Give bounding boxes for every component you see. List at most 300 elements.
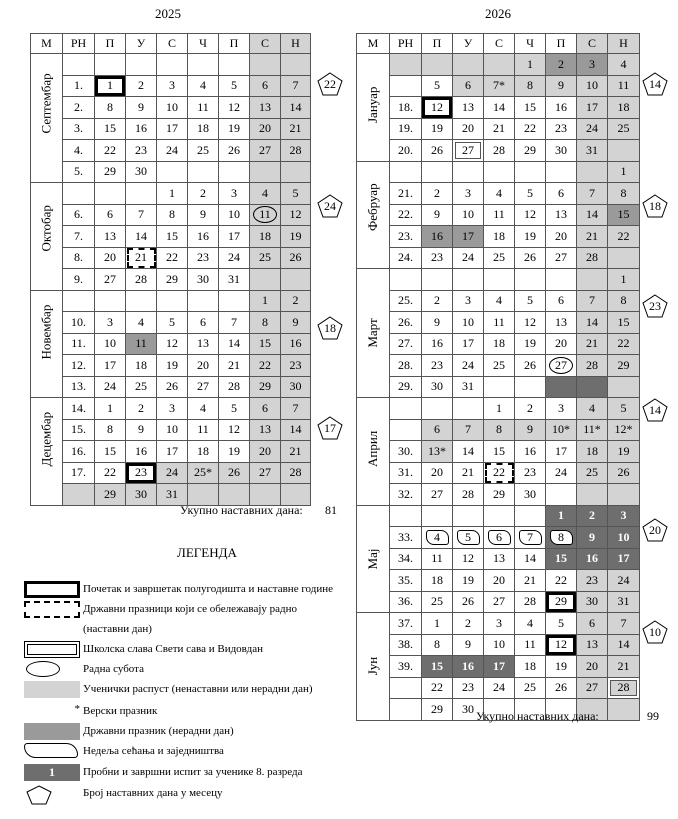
day-cell: 4 — [484, 290, 515, 312]
day-cell: 24 — [577, 118, 608, 140]
day-cell: 30 — [281, 376, 311, 398]
day-cell: 12* — [608, 419, 640, 441]
day-cell: 15 — [608, 312, 640, 334]
day-cell: 8 — [422, 634, 453, 656]
day-cell: 11* — [577, 419, 608, 441]
day-cell: 1 — [515, 54, 546, 76]
day-cell: 30 — [515, 484, 546, 506]
day-cell: 20 — [188, 355, 219, 377]
day-cell — [422, 269, 453, 291]
week-number: 21. — [390, 183, 422, 205]
day-cell: 2 — [126, 398, 157, 420]
day-cell: 9 — [422, 312, 453, 334]
day-cell — [515, 161, 546, 183]
legend-swatch — [24, 661, 80, 678]
day-cell: 6 — [422, 419, 453, 441]
day-cell: 12 — [219, 97, 250, 119]
day-cell — [157, 290, 188, 312]
day-cell: 11 — [126, 333, 157, 355]
day-cell: 7* — [484, 75, 515, 97]
day-cell: 14 — [577, 312, 608, 334]
day-cell: 2 — [515, 398, 546, 420]
day-cell: 5 — [219, 398, 250, 420]
legend-text: Државни празник (нерадни дан) — [83, 725, 234, 737]
day-cell: 4 — [188, 75, 219, 97]
legend-item — [24, 580, 333, 598]
header-0: М — [31, 34, 63, 54]
day-cell: 3 — [453, 290, 484, 312]
legend-swatch — [24, 723, 80, 740]
week-number: 10. — [63, 312, 95, 334]
day-cell — [281, 161, 311, 183]
day-cell: 13 — [546, 204, 577, 226]
week-number: 17. — [63, 462, 95, 484]
day-cell — [422, 527, 453, 549]
day-cell: 13 — [453, 97, 484, 119]
day-cell — [484, 505, 515, 527]
day-cell: 7 — [453, 419, 484, 441]
day-cell: 17 — [453, 333, 484, 355]
legend-text: Верски празник — [83, 705, 158, 717]
total-label-right: Укупно наставних дана: — [476, 709, 599, 723]
day-cell — [281, 269, 311, 291]
year-right: 2026 — [485, 6, 511, 21]
day-cell: 9 — [281, 312, 311, 334]
week-number — [390, 699, 422, 721]
header-1: РН — [63, 34, 95, 54]
day-cell: 10 — [484, 634, 515, 656]
week-number: 6. — [63, 204, 95, 226]
day-cell: 24 — [157, 140, 188, 162]
header-1: РН — [390, 34, 422, 54]
day-cell: 30 — [453, 699, 484, 721]
month-label: Јануар — [357, 54, 390, 162]
day-cell — [157, 161, 188, 183]
day-cell: 25 — [484, 247, 515, 269]
day-cell: 20 — [250, 118, 281, 140]
day-cell: 27 — [453, 140, 484, 162]
week-number: 8. — [63, 247, 95, 269]
day-cell: 25 — [250, 247, 281, 269]
calendar-2025 — [30, 33, 311, 506]
week-number — [63, 183, 95, 205]
week-number: 16. — [63, 441, 95, 463]
total-value-right: 99 — [647, 709, 659, 723]
legend-item — [24, 742, 224, 760]
day-cell: 24 — [453, 247, 484, 269]
day-cell — [577, 269, 608, 291]
day-cell: 27 — [546, 355, 577, 377]
week-number — [390, 505, 422, 527]
day-cell: 4 — [577, 398, 608, 420]
header-8: Н — [608, 34, 640, 54]
day-cell — [281, 484, 311, 506]
day-cell: 30 — [422, 376, 453, 398]
day-cell: 5 — [515, 290, 546, 312]
day-cell — [250, 484, 281, 506]
legend-item — [24, 680, 313, 698]
day-cell: 10 — [219, 204, 250, 226]
day-cell: 26 — [219, 462, 250, 484]
day-cell: 15 — [95, 118, 126, 140]
day-cell: 9 — [126, 97, 157, 119]
day-cell — [515, 376, 546, 398]
week-number: 25. — [390, 290, 422, 312]
total-value-left: 81 — [325, 503, 337, 517]
day-cell: 29 — [422, 699, 453, 721]
day-cell: 7 — [126, 204, 157, 226]
day-cell — [484, 376, 515, 398]
day-cell: 25* — [188, 462, 219, 484]
day-cell: 20 — [95, 247, 126, 269]
day-cell: 23 — [126, 140, 157, 162]
day-cell: 6 — [453, 75, 484, 97]
day-cell: 27 — [95, 269, 126, 291]
day-cell: 10 — [95, 333, 126, 355]
day-cell — [188, 484, 219, 506]
day-cell: 10 — [453, 312, 484, 334]
day-cell: 19 — [515, 333, 546, 355]
day-cell — [219, 290, 250, 312]
week-number: 18. — [390, 97, 422, 119]
legend-item — [24, 702, 157, 720]
day-cell: 25 — [422, 591, 453, 613]
week-number — [63, 54, 95, 76]
day-cell: 12 — [281, 204, 311, 226]
day-cell: 14 — [484, 97, 515, 119]
day-cell: 12 — [157, 333, 188, 355]
day-cell: 19 — [157, 355, 188, 377]
week-number: 38. — [390, 634, 422, 656]
day-cell: 11 — [608, 75, 640, 97]
day-cell: 13* — [422, 441, 453, 463]
month-label: Септембар — [31, 54, 63, 183]
day-cell: 22 — [250, 355, 281, 377]
day-cell: 3 — [95, 312, 126, 334]
month-label: Октобар — [31, 183, 63, 291]
day-cell — [515, 505, 546, 527]
day-cell: 25 — [577, 462, 608, 484]
day-cell: 16 — [546, 97, 577, 119]
day-cell: 6 — [188, 312, 219, 334]
day-cell: 10 — [453, 204, 484, 226]
day-cell: 17 — [577, 97, 608, 119]
day-cell: 11 — [422, 548, 453, 570]
legend-swatch — [24, 785, 80, 802]
legend-text: Пробни и завршни испит за ученике 8. разреда — [83, 766, 303, 778]
day-cell — [515, 527, 546, 549]
day-cell: 9 — [422, 204, 453, 226]
day-cell — [422, 161, 453, 183]
day-cell: 6 — [250, 75, 281, 97]
remembrance-flag-icon: 8 — [550, 530, 573, 545]
day-cell — [95, 290, 126, 312]
week-number — [390, 419, 422, 441]
day-cell: 19 — [281, 226, 311, 248]
week-number: 1. — [63, 75, 95, 97]
day-cell: 1 — [546, 505, 577, 527]
day-cell: 5 — [422, 75, 453, 97]
day-cell: 23 — [422, 247, 453, 269]
day-cell: 13 — [250, 419, 281, 441]
legend-item — [24, 660, 144, 678]
day-cell — [608, 699, 640, 721]
day-cell — [515, 269, 546, 291]
day-cell: 3 — [484, 613, 515, 635]
week-number: 13. — [63, 376, 95, 398]
day-cell: 22 — [608, 333, 640, 355]
legend-text: Недеља сећања и заједништва — [83, 745, 224, 757]
day-cell: 3 — [157, 75, 188, 97]
day-cell: 2 — [126, 75, 157, 97]
day-cell: 13 — [546, 312, 577, 334]
day-cell: 7 — [281, 75, 311, 97]
week-number: 27. — [390, 333, 422, 355]
month-count-pentagon: 17 — [317, 416, 343, 440]
remembrance-flag-icon: 7 — [519, 530, 542, 545]
week-number: 26. — [390, 312, 422, 334]
day-cell: 22 — [515, 118, 546, 140]
day-cell — [453, 527, 484, 549]
day-cell: 24 — [484, 677, 515, 699]
day-cell: 14 — [126, 226, 157, 248]
day-cell — [484, 527, 515, 549]
day-cell: 7 — [577, 290, 608, 312]
legend-text: Школска слава Свети сава и Видовдан — [83, 643, 263, 655]
day-cell: 8 — [95, 97, 126, 119]
legend-text: Радна субота — [83, 663, 144, 675]
day-cell: 3 — [157, 398, 188, 420]
week-number: 15. — [63, 419, 95, 441]
day-cell: 10 — [157, 419, 188, 441]
header-4: С — [484, 34, 515, 54]
week-number: 34. — [390, 548, 422, 570]
day-cell: 11 — [515, 634, 546, 656]
day-cell — [608, 484, 640, 506]
day-cell: 13 — [484, 548, 515, 570]
day-cell: 21 — [608, 656, 640, 678]
day-cell: 11 — [188, 419, 219, 441]
day-cell: 28 — [219, 376, 250, 398]
day-cell — [188, 161, 219, 183]
day-cell — [484, 54, 515, 76]
week-number: 24. — [390, 247, 422, 269]
legend-swatch — [24, 581, 80, 598]
day-cell: 15 — [546, 548, 577, 570]
day-cell: 24 — [219, 247, 250, 269]
day-cell: 9 — [546, 75, 577, 97]
day-cell: 3 — [577, 54, 608, 76]
day-cell — [453, 505, 484, 527]
day-cell — [422, 54, 453, 76]
week-number: 9. — [63, 269, 95, 291]
day-cell — [608, 247, 640, 269]
day-cell: 4 — [188, 398, 219, 420]
legend-text: Државни празници који се обележавају радно — [83, 603, 298, 615]
day-cell: 14 — [515, 548, 546, 570]
day-cell: 19 — [219, 118, 250, 140]
day-cell: 4 — [484, 183, 515, 205]
week-number: 3. — [63, 118, 95, 140]
day-cell: 21 — [577, 333, 608, 355]
day-cell: 22 — [608, 226, 640, 248]
day-cell: 1 — [250, 290, 281, 312]
day-cell: 19 — [608, 441, 640, 463]
day-cell: 4 — [515, 613, 546, 635]
week-number — [390, 269, 422, 291]
day-cell: 19 — [546, 656, 577, 678]
day-cell: 8 — [95, 419, 126, 441]
day-cell: 19 — [453, 570, 484, 592]
header-2: П — [422, 34, 453, 54]
day-cell: 28 — [126, 269, 157, 291]
day-cell: 23 — [453, 677, 484, 699]
day-cell: 24 — [95, 376, 126, 398]
day-cell: 20 — [546, 226, 577, 248]
day-cell: 28 — [281, 462, 311, 484]
day-cell: 22 — [95, 462, 126, 484]
week-number: 2. — [63, 97, 95, 119]
day-cell: 26 — [546, 677, 577, 699]
day-cell: 11 — [484, 312, 515, 334]
day-cell — [422, 505, 453, 527]
day-cell: 5 — [219, 75, 250, 97]
legend-swatch — [24, 641, 80, 658]
month-count-pentagon: 23 — [642, 294, 668, 318]
day-cell: 2 — [453, 613, 484, 635]
day-cell: 1 — [157, 183, 188, 205]
day-cell: 12 — [422, 97, 453, 119]
day-cell: 16 — [453, 656, 484, 678]
day-cell: 21 — [281, 441, 311, 463]
day-cell: 6 — [546, 290, 577, 312]
day-cell: 31 — [219, 269, 250, 291]
day-cell: 13 — [95, 226, 126, 248]
day-cell: 11 — [250, 204, 281, 226]
day-cell: 20 — [484, 570, 515, 592]
day-cell: 24 — [453, 355, 484, 377]
remembrance-flag-icon: 5 — [457, 530, 480, 545]
day-cell: 31 — [608, 591, 640, 613]
week-number: 4. — [63, 140, 95, 162]
day-cell: 18 — [126, 355, 157, 377]
day-cell: 26 — [422, 140, 453, 162]
day-cell — [219, 484, 250, 506]
legend-swatch — [24, 621, 80, 638]
day-cell — [95, 183, 126, 205]
day-cell: 16 — [281, 333, 311, 355]
week-number: 7. — [63, 226, 95, 248]
day-cell: 29 — [95, 161, 126, 183]
day-cell — [577, 161, 608, 183]
day-cell: 4 — [250, 183, 281, 205]
day-cell — [250, 54, 281, 76]
day-cell — [484, 161, 515, 183]
day-cell: 9 — [453, 634, 484, 656]
day-cell: 17 — [95, 355, 126, 377]
day-cell: 8 — [250, 312, 281, 334]
day-cell: 26 — [281, 247, 311, 269]
day-cell — [219, 161, 250, 183]
week-number — [390, 54, 422, 76]
month-count-pentagon: 20 — [642, 518, 668, 542]
day-cell: 29 — [608, 355, 640, 377]
day-cell: 27 — [484, 591, 515, 613]
day-cell: 18 — [250, 226, 281, 248]
week-number: 20. — [390, 140, 422, 162]
day-cell — [484, 269, 515, 291]
legend-text: Ученички распуст (ненаставни или нерадни дан) — [83, 683, 313, 695]
day-cell — [95, 54, 126, 76]
legend-text: Почетак и завршетак полугодишта и наставне године — [83, 583, 333, 595]
day-cell: 17 — [157, 118, 188, 140]
day-cell — [188, 290, 219, 312]
day-cell — [157, 54, 188, 76]
day-cell: 2 — [577, 505, 608, 527]
day-cell: 13 — [250, 97, 281, 119]
day-cell: 29 — [157, 269, 188, 291]
header-7: С — [250, 34, 281, 54]
day-cell — [546, 376, 577, 398]
day-cell: 29 — [515, 140, 546, 162]
day-cell: 18 — [608, 97, 640, 119]
calendar-2026 — [356, 33, 640, 721]
header-3: У — [453, 34, 484, 54]
day-cell: 20 — [250, 441, 281, 463]
day-cell — [546, 269, 577, 291]
header-7: С — [577, 34, 608, 54]
day-cell — [250, 269, 281, 291]
day-cell: 12 — [546, 634, 577, 656]
day-cell: 21 — [515, 570, 546, 592]
day-cell: 23 — [126, 462, 157, 484]
month-count-pentagon: 14 — [642, 398, 668, 422]
day-cell: 2 — [546, 54, 577, 76]
week-number — [390, 75, 422, 97]
day-cell: 15 — [250, 333, 281, 355]
day-cell: 21 — [281, 118, 311, 140]
day-cell: 24 — [546, 462, 577, 484]
day-cell: 23 — [422, 355, 453, 377]
day-cell: 7 — [281, 398, 311, 420]
week-number: 22. — [390, 204, 422, 226]
day-cell: 8 — [608, 290, 640, 312]
day-cell: 30 — [126, 484, 157, 506]
week-number — [390, 677, 422, 699]
day-cell: 23 — [546, 118, 577, 140]
day-cell: 15 — [422, 656, 453, 678]
legend-swatch: * — [74, 702, 80, 715]
day-cell: 1 — [422, 613, 453, 635]
week-number — [63, 290, 95, 312]
legend-item — [24, 722, 234, 740]
day-cell: 8 — [484, 419, 515, 441]
day-cell: 25 — [126, 376, 157, 398]
day-cell: 16 — [126, 441, 157, 463]
day-cell: 2 — [188, 183, 219, 205]
week-number: 35. — [390, 570, 422, 592]
day-cell — [126, 54, 157, 76]
week-number: 31. — [390, 462, 422, 484]
header-8: Н — [281, 34, 311, 54]
week-number: 14. — [63, 398, 95, 420]
day-cell: 26 — [157, 376, 188, 398]
week-number — [390, 161, 422, 183]
day-cell: 6 — [546, 183, 577, 205]
day-cell: 3 — [219, 183, 250, 205]
legend-text: Број наставних дана у месецу — [83, 787, 223, 799]
day-cell: 29 — [484, 484, 515, 506]
